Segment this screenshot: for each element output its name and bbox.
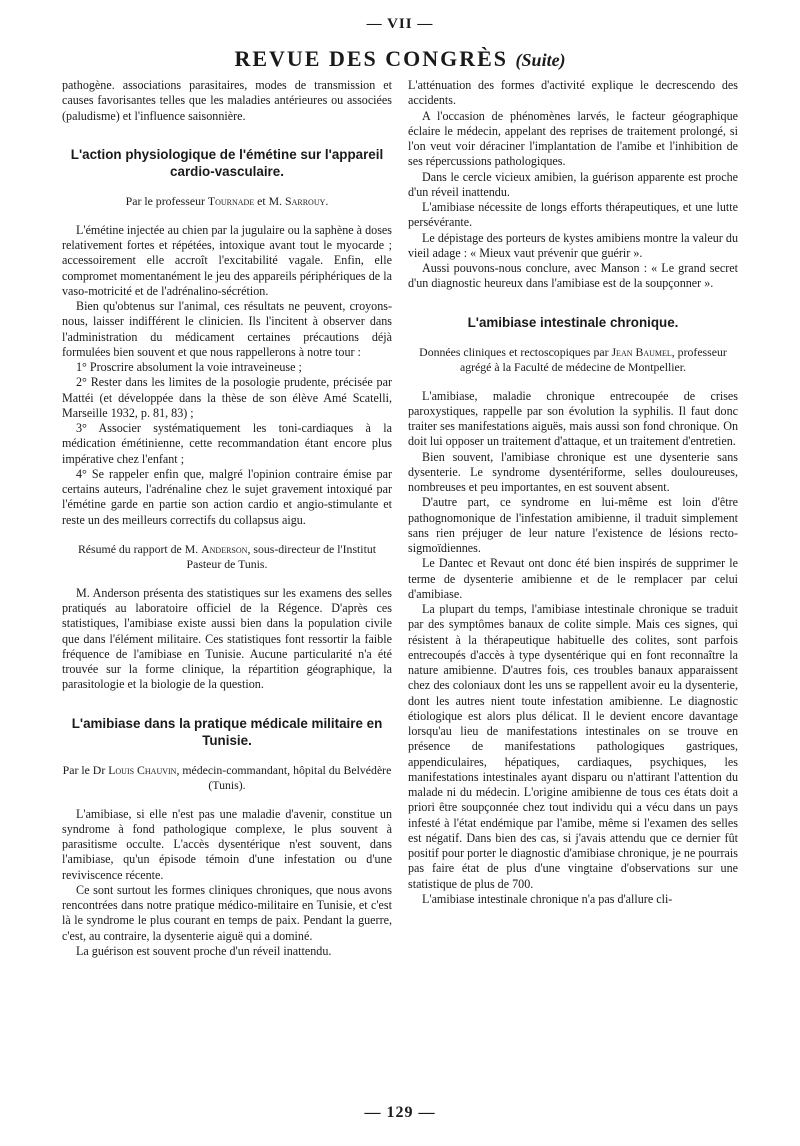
byline: Données cliniques et rectoscopiques par Jean Baumel, professeur agrégé à la Faculté de médecine de Montpellier. — [419, 344, 727, 374]
paragraph: Bien souvent, l'amibiase chronique est une dysenterie sans dysenterie. Le syndrome dysentériforme, selles douloureuses, nombreuses et peu importantes, en est souvent absent. — [408, 449, 738, 494]
paragraph: L'atténuation des formes d'activité explique le decrescendo des accidents. — [408, 78, 738, 108]
byline: Par le professeur Tournade et M. Sarrouy. — [125, 193, 329, 208]
paragraph: Dans le cercle vicieux amibien, la guérison apparente est proche d'un réveil inattendu. — [408, 169, 738, 199]
paragraph: L'amibiase intestinale chronique n'a pas d'allure cli- — [422, 891, 673, 906]
paragraph: La guérison est souvent proche d'un réveil inattendu. — [76, 943, 332, 958]
journal-title-suite: (Suite) — [515, 50, 566, 70]
byline: Résumé du rapport de M. Anderson, sous-directeur de l'Institut Pasteur de Tunis. — [77, 541, 377, 571]
page-number-roman: — VII — — [366, 16, 434, 32]
left-column — [62, 78, 392, 959]
paragraph: A l'occasion de phénomènes larvés, le facteur géographique éclaire le médecin, appelant des reprises de traitement prolongé, si l'on veut voir déraciner l'implantation de l'amibe et l'inhibition de ses répercussions pathologiques. — [408, 108, 738, 169]
running-head — [0, 46, 800, 72]
paragraph: M. Anderson présenta des statistiques sur les examens des selles pratiqués au laboratoire officiel de la Régence. D'après ces statistiques, l'amibiase existe aussi bien dans la population civile que dans l'élément militaire. Ces statistiques font ressortir la faible fréquence de l'amibiase en Tunisie. Aucune particularité n'a été trouvée sur la forme clinique, la répartition géographique, la parasitologie et la biologie de la question. — [62, 585, 392, 692]
paragraph: L'amibiase, maladie chronique entrecoupée de crises paroxystiques, rappelle par son évolution la syphilis. Il faut donc traiter ses manifestations aiguës, mais aussi son fond chronique. On doit lui opposer un traitement d'attaque, et un traitement d'entretien. — [408, 388, 738, 449]
page-number: — 129 — — [364, 1104, 436, 1121]
byline: Par le Dr Louis Chauvin, médecin-commandant, hôpital du Belvédère (Tunis). — [62, 762, 392, 792]
section-heading-emetine: L'action physiologique de l'émétine sur l'appareil cardio-vasculaire. — [70, 146, 384, 179]
list-item: 4° Se rappeler enfin que, malgré l'opinion contraire émise par certains auteurs, l'adrénaline chez le sujet gravement intoxiqué par l'émétine garde en partie son action cardio et angio-stimulante et reste un des meilleurs correctifs du collapsus aigu. — [62, 466, 392, 527]
paragraph: L'amibiase, si elle n'est pas une maladie d'avenir, constitue un syndrome à fond pathologique complexe, le plus souvent à parasitisme occulte. L'accès dysentérique n'est souvent, dans l'amibiase, qu'un épisode témoin d'une infestation ou d'une reviviscence récente. — [62, 806, 392, 882]
list-item: 3° Associer systématiquement les toni-cardiaques à la médication émétinienne, cette recommandation étant encore plus impérative chez l'enfant ; — [62, 421, 392, 466]
paragraph: Le dépistage des porteurs de kystes amibiens montre la valeur du vieil adage : « Mieux vaut prévenir que guérir ». — [408, 230, 738, 260]
paragraph: D'autre part, ce syndrome en lui-même est loin d'être pathognomonique de l'infestation amibienne, il traduit simplement sans rien préjuger de leur nature l'existence de lésions recto-sigmoïdiennes. — [408, 495, 738, 555]
paragraph: pathogène. associations parasitaires, modes de transmission et causes favorisantes telles que les maladies antérieures ou associées (paludisme) et l'influence saisonnière. — [62, 78, 392, 123]
paragraph: Le Dantec et Revaut ont donc été bien inspirés de supprimer le terme de dysenterie amibienne et de le remplacer par celui d'amibiase. — [408, 556, 738, 601]
paragraph: Aussi pouvons-nous conclure, avec Manson : « Le grand secret d'un diagnostic heureux dans l'amibiase est de la soupçonner ». — [408, 261, 738, 291]
paragraph: Ce sont surtout les formes cliniques chroniques, que nous avons rencontrées dans notre pratique médico-militaire en Tunisie, et c'est là le syndrome le plus courant en temps de paix. Pendant la guerre, c'est, au contraire, la dysenterie aiguë qui a dominé. — [62, 882, 392, 943]
paragraph: L'émétine injectée au chien par la jugulaire ou la saphène à doses relativement fortes et répétées, intoxique avant tout le myocarde ; accessoirement elle accroît l'excitabilité vagale. Enfin, elle compromet momentanément le jeu des appareils périphériques de la vaso-motricité et de l'adrénalino-sécrétion. — [62, 222, 392, 298]
paragraph: L'amibiase nécessite de longs efforts thérapeutiques, et une lutte persévérante. — [408, 200, 738, 230]
journal-title: REVUE DES CONGRÈS — [234, 46, 509, 71]
right-column — [408, 78, 738, 907]
paragraph: La plupart du temps, l'amibiase intestinale chronique se traduit par des symptômes banaux de colite simple. Mais ces signes, qui résistent à la thérapeutique habituelle des colites, sont parfois entrecoupés d'accès à type dysentérique qui en font reconnaître la nature amibienne. D'autres fois, ces troubles banaux apparaissent chez des coloniaux dont les uns se rappellent avoir eu la dysenterie, dont les autres nient toute infestation amibienne. Le diagnostic étiologique est alors plus délicat. Il le devient encore davantage lorsqu'au lieu de manifestations intestinales on se trouve en présence de manifestations pathologiques gastriques, appendiculaires, hépatiques, cardiaques, psychiques, les manifestations intestinales ayant disparu ou n'attirant l'attention du malade ni du médecin. L'origine amibienne de tous ces états doit a priori être soupçonnée chez tout individu qui a vécu dans un pays infesté à l'état endémique par l'amibe, même si l'examen des selles est négatif. Dans bien des cas, si j'avais attendu que ce dernier fût positif pour porter le diagnostic d'amibiase chronique, je ne pourrais pas faire état de plus d'une vingtaine d'observations sur une statistique de plus de 700. — [408, 602, 738, 891]
section-heading-chronique: L'amibiase intestinale chronique. — [467, 314, 679, 330]
list-item: 2° Rester dans les limites de la posologie prudente, précisée par Mattéi (et développée dans la thèse de son élève Amé Scatelli, Marseille 1932, p. 81, 83) ; — [62, 375, 392, 420]
section-heading-tunisie: L'amibiase dans la pratique médicale militaire en Tunisie. — [71, 715, 383, 748]
list-item: 1° Proscrire absolument la voie intraveineuse ; — [76, 360, 302, 374]
paragraph: Bien qu'obtenus sur l'animal, ces résultats ne peuvent, croyons-nous, laisser indifférent le clinicien. Ils l'incitent à observer dans l'administration du médicament certaines précautions déjà formulées bien souvent et que nous rappellerons à notre tour : — [62, 299, 392, 359]
